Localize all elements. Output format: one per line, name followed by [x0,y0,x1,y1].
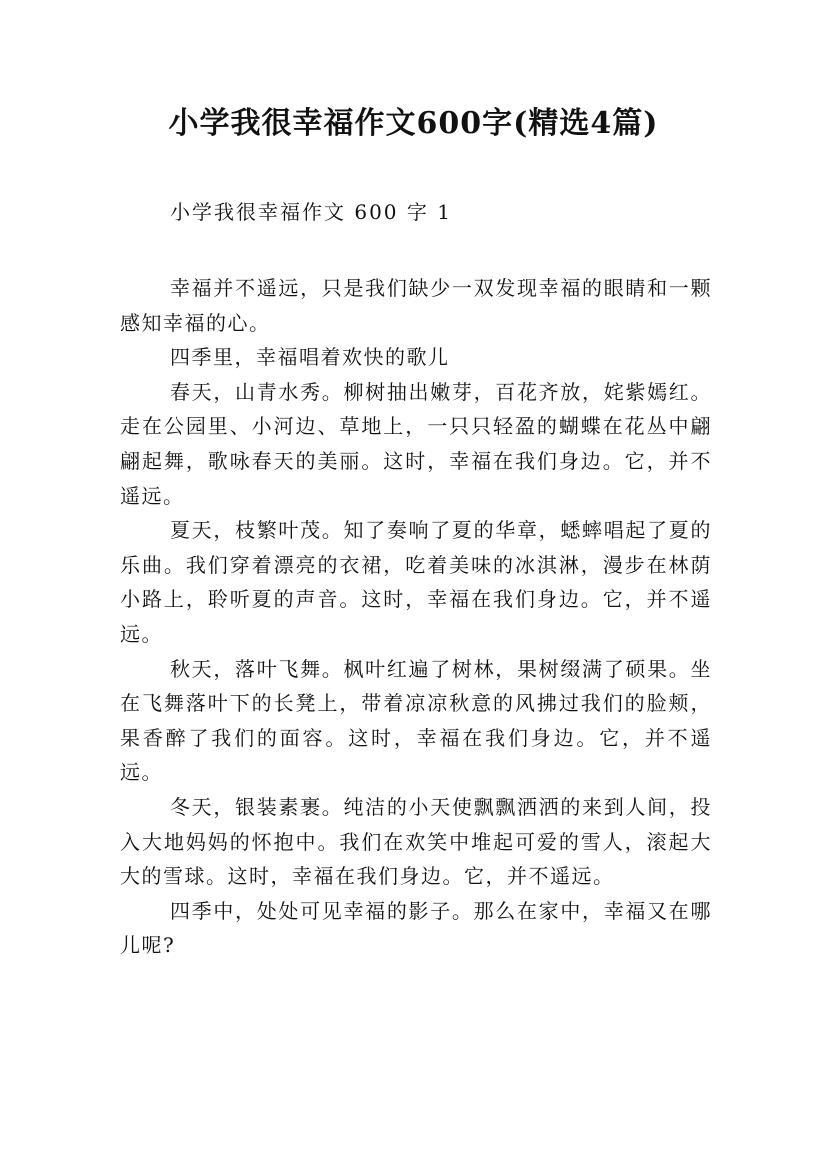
paragraph-winter: 冬天，银装素裹。纯洁的小天使飘飘洒洒的来到人间，投入大地妈妈的怀抱中。我们在欢笑中堆起可爱的雪人，滚起大大的雪球。这时，幸福在我们身边。它，并不遥远。 [120,794,712,889]
document-title: 小学我很幸福作文600字(精选4篇) [168,106,659,141]
article-body [120,271,712,963]
paragraph-spring: 春天，山青水秀。柳树抽出嫩芽，百花齐放，姹紫嫣红。走在公园里、小河边、草地上，一只只轻盈的蝴蝶在花丛中翩翩起舞，歌咏春天的美丽。这时，幸福在我们身边。它，并不遥远。 [120,379,712,508]
paragraph-seasons-heading: 四季里，幸福唱着欢快的歌儿 [170,345,450,370]
section-heading: 小学我很幸福作文 600 字 1 [170,200,452,224]
paragraph-summer: 夏天，枝繁叶茂。知了奏响了夏的华章，蟋蟀唱起了夏的乐曲。我们穿着漂亮的衣裙，吃着美味的冰淇淋，漫步在林荫小路上，聆听夏的声音。这时，幸福在我们身边。它，并不遥远。 [120,518,712,646]
paragraph-intro: 幸福并不遥远，只是我们缺少一双发现幸福的眼睛和一颗感知幸福的心。 [120,276,712,335]
paragraph-home-question: 四季中，处处可见幸福的影子。那么在家中，幸福又在哪儿呢? [120,898,712,958]
paragraph-autumn: 秋天，落叶飞舞。枫叶红遍了树林，果树缀满了硕果。坐在飞舞落叶下的长凳上，带着凉凉秋意的风拂过我们的脸颊，果香醉了我们的面容。这时，幸福在我们身边。它，并不遥远。 [120,656,712,785]
